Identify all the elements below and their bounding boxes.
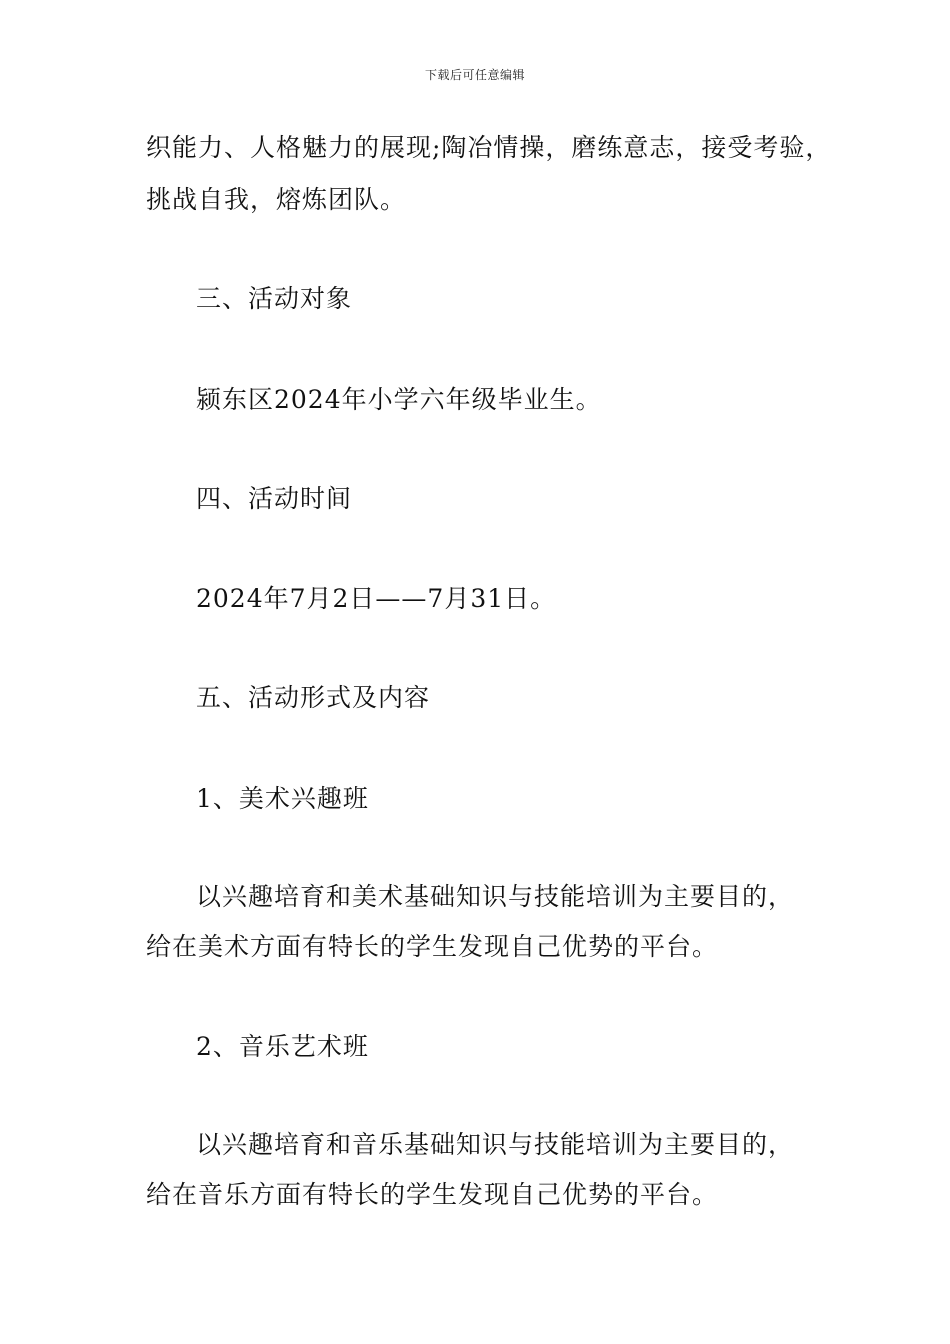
section-heading-4: 四、活动时间 <box>196 484 353 513</box>
page-header: 下载后可任意编辑 <box>424 68 525 82</box>
item-body-line: 给在音乐方面有特长的学生发现自己优势的平台。 <box>146 1180 719 1209</box>
section-heading-5: 五、活动形式及内容 <box>196 683 431 712</box>
item-body-line: 以兴趣培育和音乐基础知识与技能培训为主要目的， <box>196 1130 795 1159</box>
item-title-1: 1、美术兴趣班 <box>196 784 369 813</box>
item-body-line: 以兴趣培育和美术基础知识与技能培训为主要目的， <box>196 882 795 911</box>
item-body-line: 给在美术方面有特长的学生发现自己优势的平台。 <box>146 932 719 961</box>
item-title-2: 2、音乐艺术班 <box>196 1032 369 1061</box>
section-heading-3: 三、活动对象 <box>196 284 353 313</box>
section-body-3: 颍东区2024年小学六年级毕业生。 <box>196 385 602 414</box>
paragraph-line: 挑战自我，熔炼团队。 <box>146 185 407 214</box>
paragraph-line: 织能力、人格魅力的展现;陶冶情操，磨练意志，接受考验， <box>146 133 832 162</box>
section-body-4: 2024年7月2日——7月31日。 <box>196 584 557 613</box>
